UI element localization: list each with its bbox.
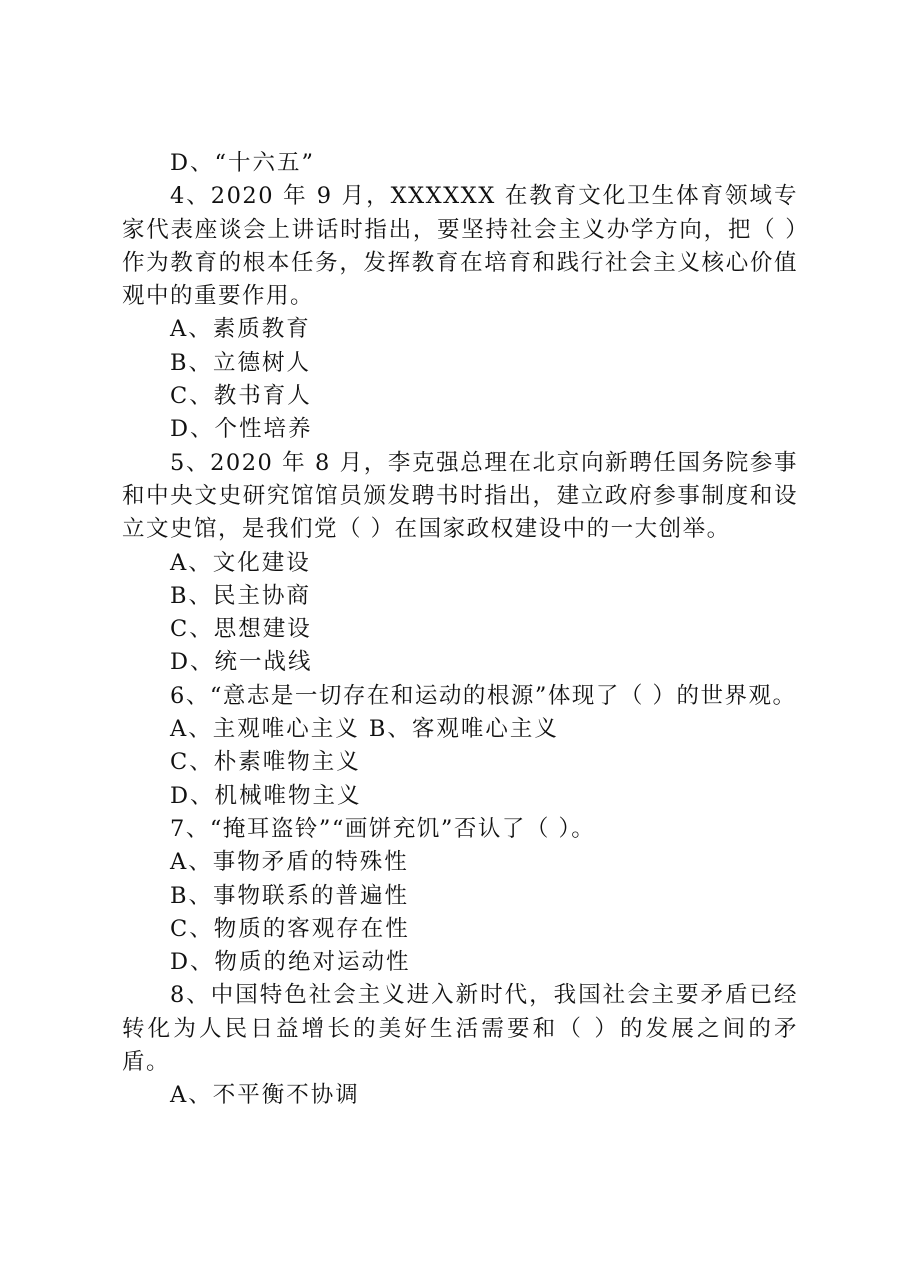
- option-a-q7: A、事物矛盾的特殊性: [170, 849, 409, 876]
- option-c-q7: C、物质的客观存在性: [170, 915, 410, 942]
- question-8-stem: 8、中国特色社会主义进入新时代，我国社会主要矛盾已经转化为人民日益增长的美好生活需要和（ ）的发展之间的矛盾。: [122, 982, 798, 1076]
- question-7-stem: 7、“掩耳盗铃”“画饼充饥”否认了（ ）。: [170, 815, 596, 842]
- option-ab-q6: A、主观唯心主义 B、客观唯心主义: [170, 716, 559, 743]
- option-d-q6: D、机械唯物主义: [170, 782, 362, 809]
- option-c-q5: C、思想建设: [170, 616, 312, 643]
- question-6-stem: 6、“意志是一切存在和运动的根源”体现了（ ）的世界观。: [170, 682, 797, 709]
- question-5-stem: 5、2020 年 8 月，李克强总理在北京向新聘任国务院参事和中央文史研究馆馆员颁发聘书时指出，建立政府参事制度和设立文史馆，是我们党（ ）在国家政权建设中的一大创举。: [122, 449, 798, 543]
- option-b-q5: B、民主协商: [170, 582, 312, 609]
- option-c-q6: C、朴素唯物主义: [170, 749, 361, 776]
- option-b-q7: B、事物联系的普遍性: [170, 882, 410, 909]
- option-d-q7: D、物质的绝对运动性: [170, 949, 411, 976]
- question-4-stem: 4、2020 年 9 月，XXXXXX 在教育文化卫生体育领域专家代表座谈会上讲话时指出，要坚持社会主义办学方向，把（ ）作为教育的根本任务，发挥教育在培育和践行社会主义核心价值观中的重要作用。: [122, 183, 798, 310]
- option-a-q5: A、文化建设: [170, 549, 311, 576]
- option-c-q4: C、教书育人: [170, 383, 312, 410]
- option-d-q4: D、个性培养: [170, 416, 313, 443]
- option-a-q8: A、不平衡不协调: [170, 1082, 360, 1109]
- document-body: [122, 147, 798, 1113]
- option-d-q5: D、统一战线: [170, 649, 313, 676]
- option-a-q4: A、素质教育: [170, 316, 311, 343]
- option-b-q4: B、立德树人: [170, 349, 312, 376]
- option-d-q3: D、“十六五”: [170, 150, 316, 176]
